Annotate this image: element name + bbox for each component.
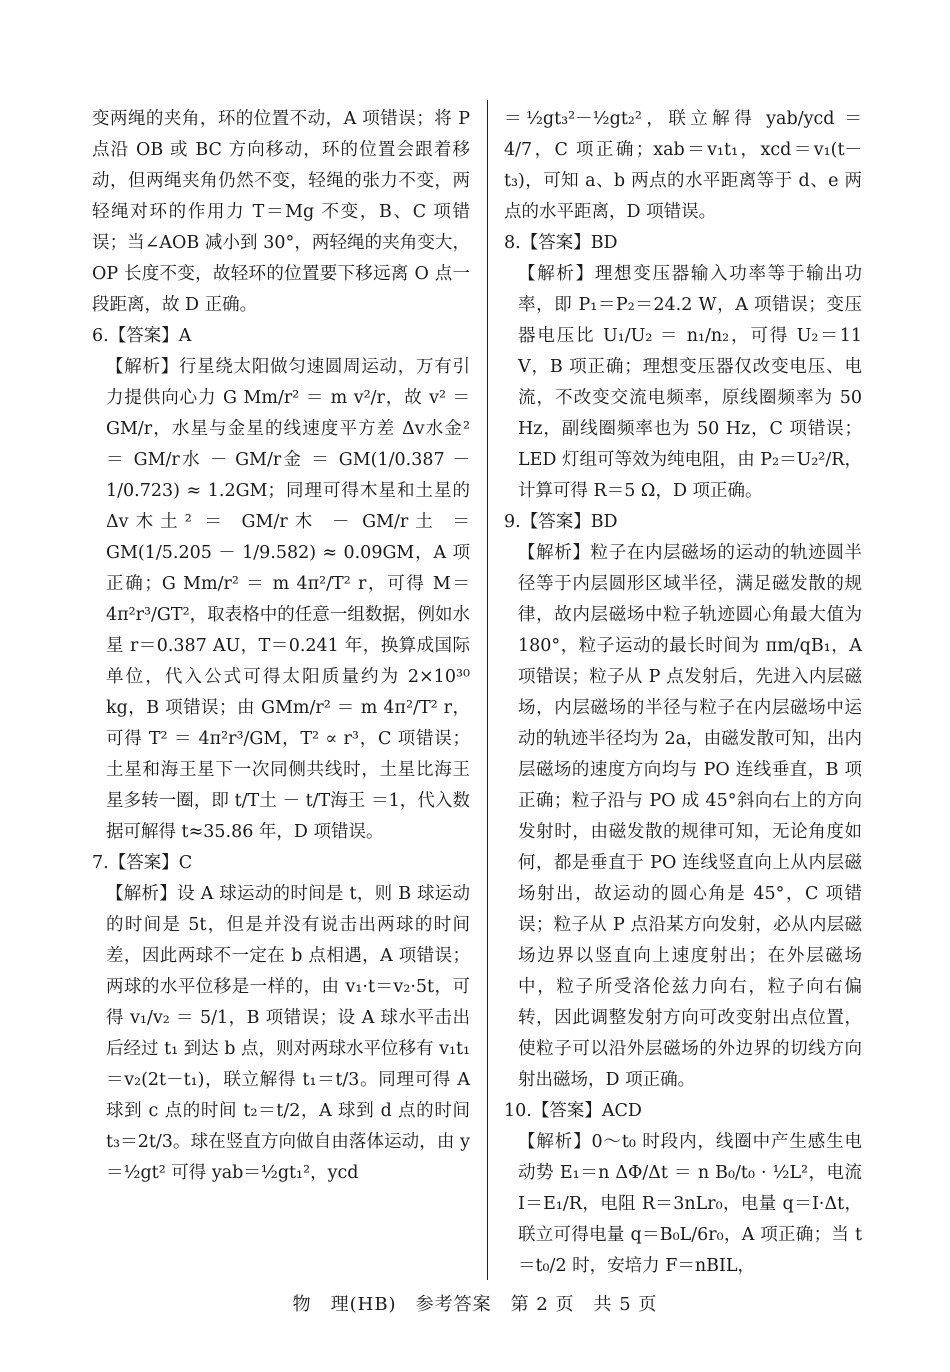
q10-analysis: 【解析】0～t₀ 时段内，线圈中产生感生电动势 E₁＝n ΔΦ/Δt ＝ n B₀/t₀ · ½L²，电流 I＝E₁/R，电阻 R＝3nLr₀，电量 q＝I·Δt，联立可得电量 q＝B₀L/6r₀，A 项正确；当 t＝t₀/2 时，安培力 F＝nBIL， — [518, 1132, 862, 1276]
q6-answer: 6.【答案】A — [92, 326, 192, 346]
right-column — [504, 104, 862, 1282]
q9-analysis: 【解析】粒子在内层磁场的运动的轨迹圆半径等于内层圆形区域半径，满足磁发散的规律，故内层磁场中粒子轨迹圆心角最大值为 180°，粒子运动的最长时间为 πm/qB₁，A 项错误；粒子从 P 点发射后，先进入内层磁场，内层磁场的半径与粒子在内层磁场中运动的轨迹半径均为 2a，由磁发散可知，出内层磁场的速度方向均与 PO 连线垂直，B 项正确；粒子沿与 PO 成 45°斜向右上的方向发射时，由磁发散的规律可知，无论角度如何，都是垂直于 PO 连线竖直向上从内层磁场射出，故运动的圆心角是 45°，C 项错误；粒子从 P 点沿某方向发射，必从内层磁场边界以竖直向上速度射出；在外层磁场中，粒子所受洛伦兹力向右，粒子向右偏转，因此调整发射方向可改变射出点位置，使粒子可以沿外层磁场的外边界的切线方向射出磁场，D 项正确。 — [518, 543, 862, 1090]
q10-answer: 10.【答案】ACD — [504, 1101, 642, 1121]
column-divider — [487, 100, 488, 1280]
left-column — [92, 104, 470, 1189]
q9-answer: 9.【答案】BD — [504, 512, 618, 532]
q7-answer: 7.【答案】C — [92, 853, 193, 873]
left-continuation: 变两绳的夹角，环的位置不动，A 项错误；将 P 点沿 OB 或 BC 方向移动，环的位置会跟着移动，但两绳夹角仍然不变，轻绳的张力不变，两轻绳对环的作用力 T＝Mg 不变，B、C 项错误；当∠AOB 减小到 30°，两轻绳的夹角变大，OP 长度不变，故轻环的位置要下移远离 O 点一段距离，故 D 正确。 — [92, 109, 470, 315]
q6-analysis: 【解析】行星绕太阳做匀速圆周运动，万有引力提供向心力 G Mm/r² ＝ m v²/r，故 v² ＝ GM/r，水星与金星的线速度平方差 Δv水金² ＝ GM/r水 － GM/r金 ＝ GM(1/0.387 － 1/0.723) ≈ 1.2GM；同理可得木星和土星的 Δv木土² ＝ GM/r木 － GM/r土 ＝ GM(1/5.205 － 1/9.582) ≈ 0.09GM，A 项正确；G Mm/r² ＝ m 4π²/T² r，可得 M＝4π²r³/GT²，取表格中的任意一组数据，例如水星 r＝0.387 AU，T＝0.241 年，换算成国际单位，代入公式可得太阳质量约为 2×10³⁰ kg，B 项错误；由 GMm/r² ＝ m 4π²/T² r，可得 T² ＝ 4π²r³/GM，T² ∝ r³，C 项错误；土星和海王星下一次同侧共线时，土星比海王星多转一圈，即 t/T土 － t/T海王 ＝1，代入数据可解得 t≈35.86 年，D 项错误。 — [106, 357, 470, 842]
q7-analysis: 【解析】设 A 球运动的时间是 t，则 B 球运动的时间是 5t，但是并没有说击出两球的时间差，因此两球不一定在 b 点相遇，A 项错误；两球的水平位移是一样的，由 v₁·t＝v₂·5t，可得 v₁/v₂ ＝ 5/1，B 项错误；设 A 球水平击出后经过 t₁ 到达 b 点，则对两球水平位移有 v₁t₁＝v₂(2t－t₁)，联立解得 t₁＝t/3。同理可得 A 球到 c 点的时间 t₂＝t/2，A 球到 d 点的时间 t₃＝2t/3。球在竖直方向做自由落体运动，由 y＝½gt² 可得 yab＝½gt₁²，ycd — [106, 884, 471, 1183]
q8-answer: 8.【答案】BD — [504, 233, 618, 253]
q7-continuation: ＝½gt₃²－½gt₂²，联立解得 yab/ycd ＝ 4/7，C 项正确；xab＝v₁t₁，xcd＝v₁(t－t₃)，可知 a、b 两点的水平距离等于 d、e 两点的水平距离，D 项错误。 — [504, 109, 862, 222]
q8-analysis: 【解析】理想变压器输入功率等于输出功率，即 P₁＝P₂＝24.2 W，A 项错误；变压器电压比 U₁/U₂ ＝ n₁/n₂，可得 U₂＝11 V，B 项正确；理想变压器仅改变电压、电流，不改变交流电频率，原线圈频率为 50 Hz，副线圈频率也为 50 Hz，C 项错误；LED 灯组可等效为纯电阻，由 P₂＝U₂²/R，计算可得 R＝5 Ω，D 项正确。 — [518, 264, 862, 501]
page-footer: 物 理(HB) 参考答案 第 2 页 共 5 页 — [292, 1294, 658, 1315]
